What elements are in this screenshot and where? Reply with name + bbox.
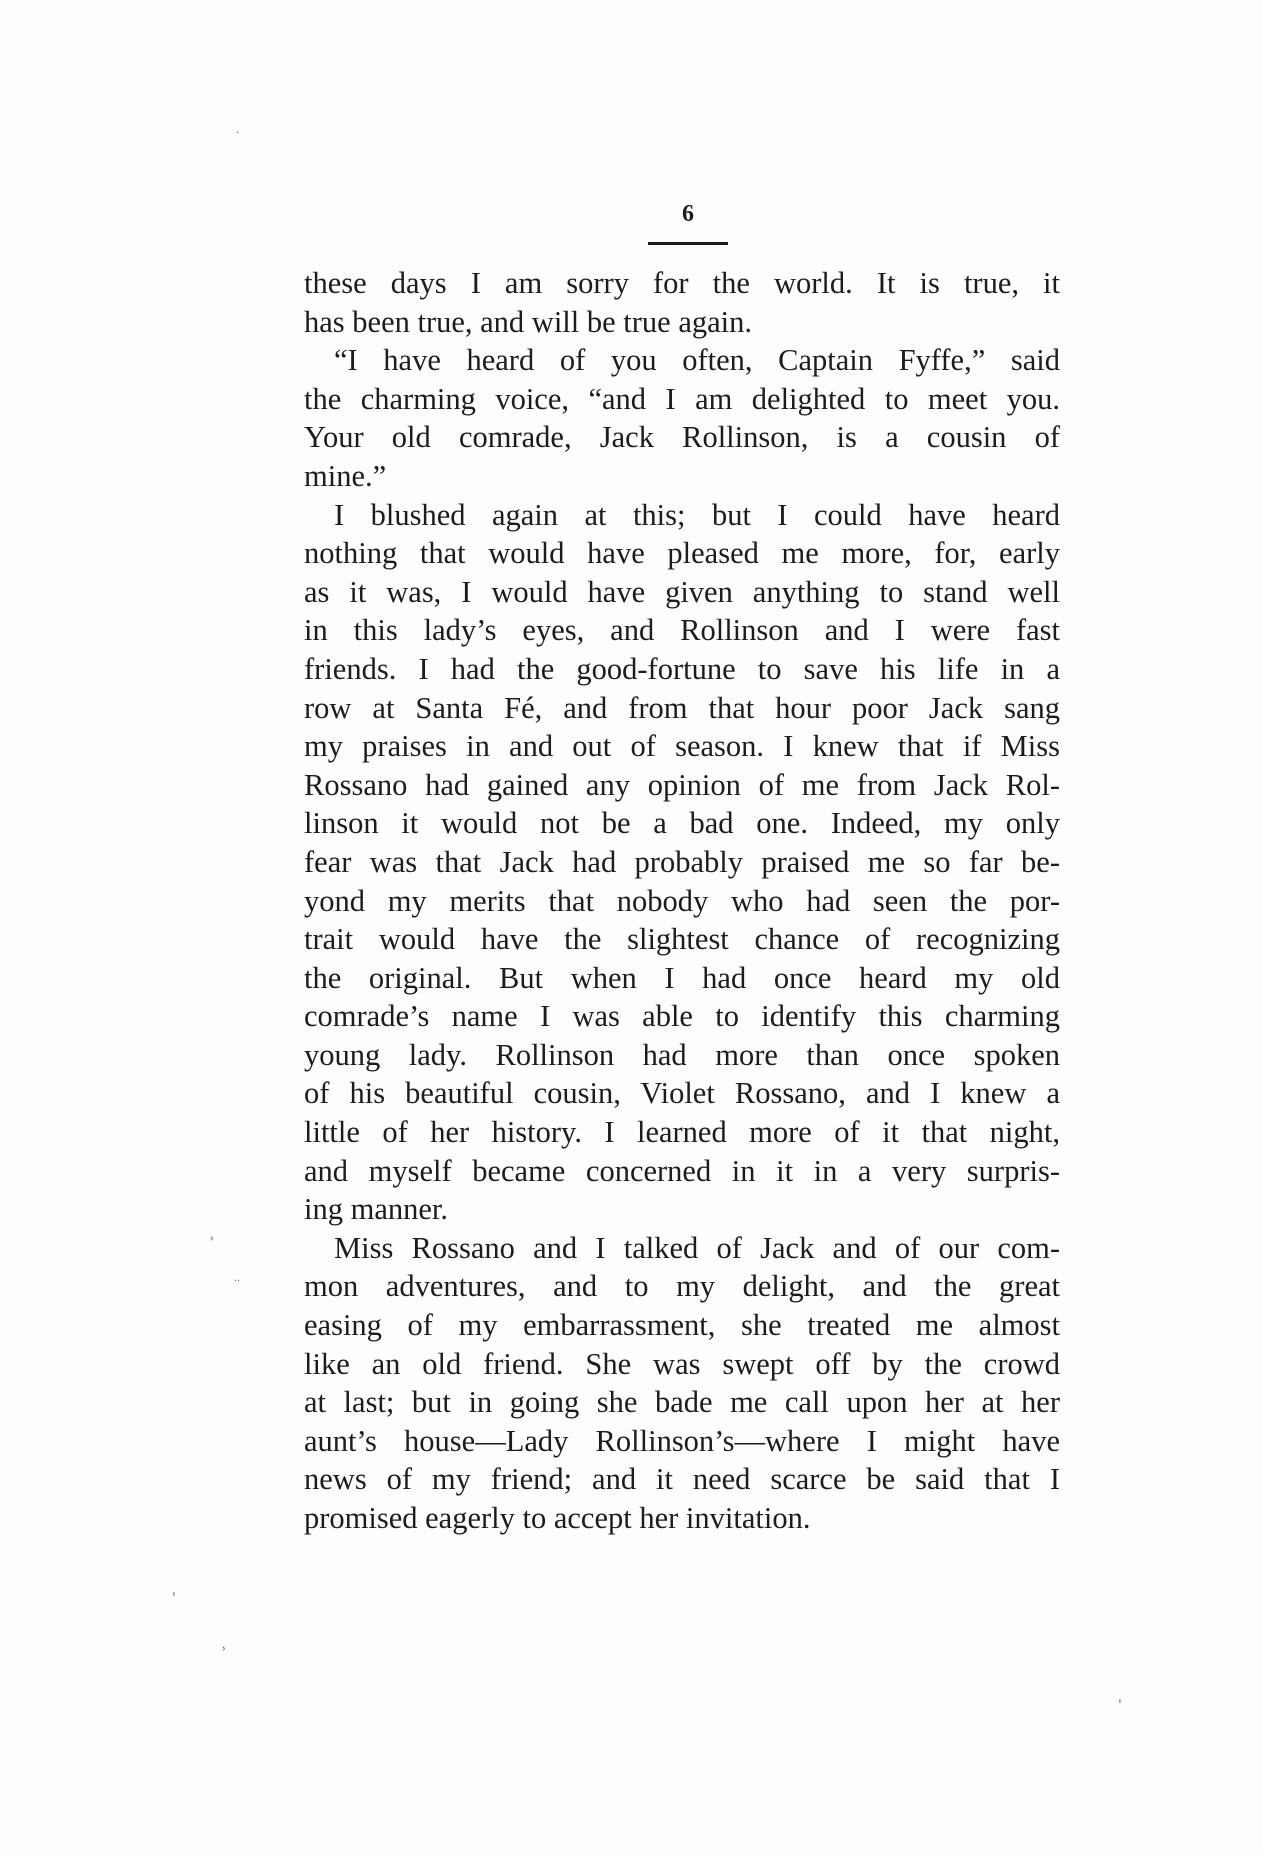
text-line: “I have heard of you often, Captain Fyffe,” said	[334, 343, 1060, 378]
text-line: little of her history. I learned more of it that night,	[304, 1115, 1060, 1150]
scan-speck: ˒	[210, 1232, 215, 1248]
page-number: 6	[682, 201, 694, 227]
text-line: news of my friend; and it need scarce be said that I	[304, 1462, 1060, 1497]
text-line: mine.”	[304, 458, 387, 493]
text-line: mon adventures, and to my delight, and the great	[304, 1269, 1060, 1304]
text-line: and myself became concerned in it in a very surpris-	[304, 1153, 1060, 1188]
text-line: Miss Rossano and I talked of Jack and of our com-	[334, 1230, 1060, 1265]
text-line: easing of my embarrassment, she treated me almost	[304, 1308, 1060, 1343]
text-line: at last; but in going she bade me call upon her at her	[304, 1385, 1060, 1420]
text-line: fear was that Jack had probably praised me so far be-	[304, 844, 1060, 879]
text-line: trait would have the slightest chance of recognizing	[304, 922, 1060, 957]
text-line: like an old friend. She was swept off by the crowd	[304, 1346, 1060, 1381]
text-line: comrade’s name I was able to identify this charming	[304, 999, 1060, 1034]
text-line: young lady. Rollinson had more than once spoken	[304, 1037, 1060, 1072]
scan-speck: ˈ	[1118, 1698, 1122, 1714]
text-line: as it was, I would have given anything to stand well	[304, 574, 1060, 609]
page-number-rule	[648, 242, 728, 245]
text-line: linson it would not be a bad one. Indeed, my only	[304, 806, 1060, 841]
text-line: ing manner.	[304, 1192, 448, 1227]
scan-speck: ··	[234, 1276, 241, 1287]
text-line: the original. But when I had once heard my old	[304, 960, 1060, 995]
text-line: nothing that would have pleased me more, for, early	[304, 536, 1060, 571]
text-line: these days I am sorry for the world. It is true, it	[304, 266, 1060, 300]
body-text	[304, 264, 1060, 1538]
scan-speck: ·	[236, 128, 240, 139]
text-line: promised eagerly to accept her invitation.	[304, 1501, 811, 1535]
scan-speck: ˌ	[172, 1582, 176, 1598]
text-line: of his beautiful cousin, Violet Rossano, and I knew a	[304, 1076, 1060, 1111]
text-line: row at Santa Fé, and from that hour poor Jack sang	[304, 690, 1060, 725]
text-line: I blushed again at this; but I could have heard	[334, 497, 1060, 532]
text-line: my praises in and out of season. I knew that if Miss	[304, 729, 1060, 764]
scan-speck: ˒	[222, 1642, 227, 1658]
text-line: friends. I had the good-fortune to save his life in a	[304, 651, 1060, 686]
text-line: has been true, and will be true again.	[304, 304, 753, 339]
text-line: yond my merits that nobody who had seen the por-	[304, 883, 1060, 918]
text-line: aunt’s house—Lady Rollinson’s—where I might have	[304, 1423, 1060, 1458]
text-line: the charming voice, “and I am delighted to meet you.	[304, 381, 1060, 416]
text-line: Rossano had gained any opinion of me from Jack Rol-	[304, 767, 1060, 802]
text-line: in this lady’s eyes, and Rollinson and I were fast	[304, 613, 1060, 648]
text-line: Your old comrade, Jack Rollinson, is a cousin of	[304, 420, 1060, 455]
